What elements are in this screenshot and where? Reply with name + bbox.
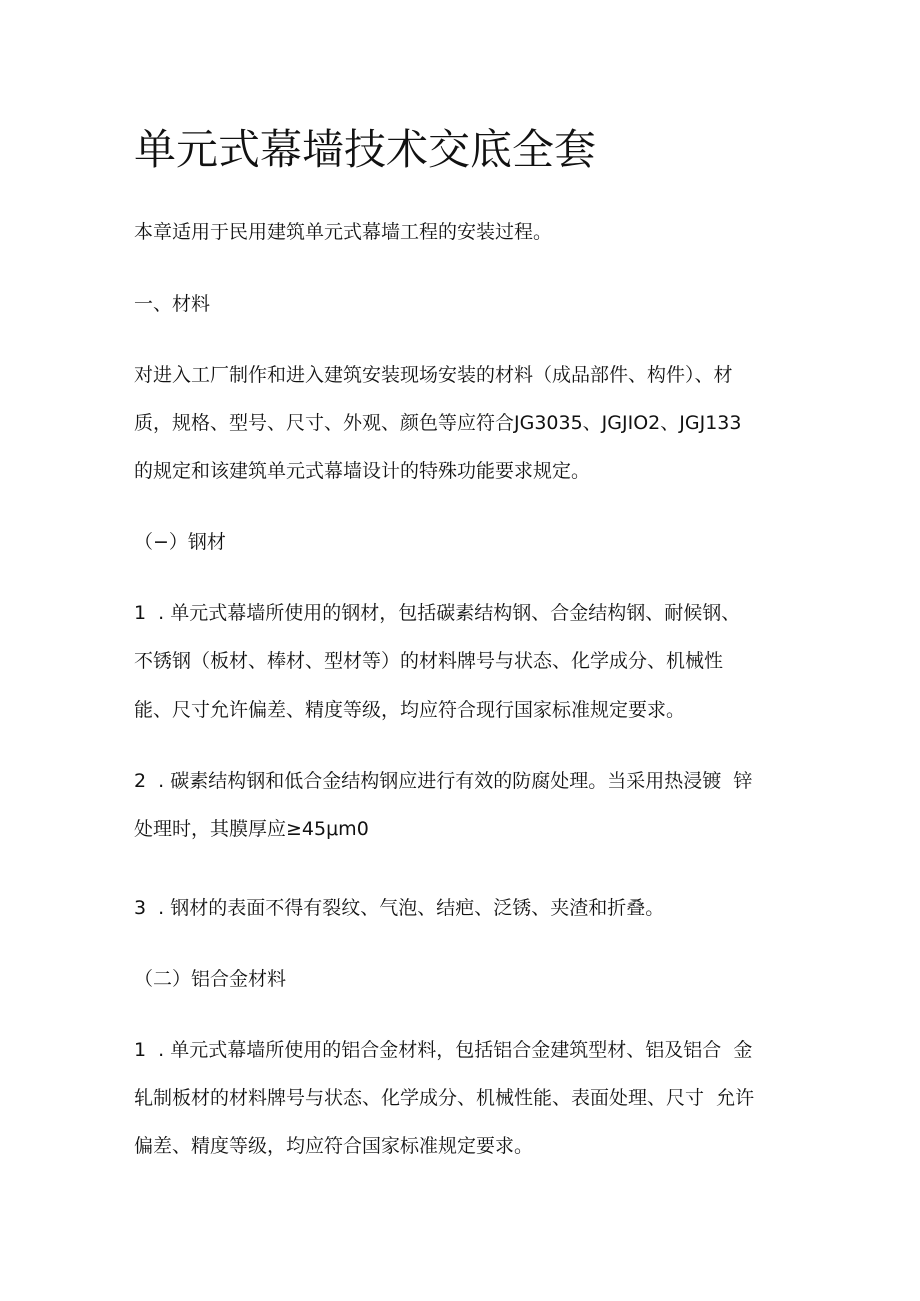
paragraph-line: 的规定和该建筑单元式幕墙设计的特殊功能要求规定。 (134, 460, 591, 482)
steel-item-line: 3 . 钢材的表面不得有裂纹、气泡、结疤、泛锈、夹渣和折叠。 (134, 897, 665, 919)
steel-item-line: 1 . 单元式幕墙所使用的钢材，包括碳素结构钢、合金结构钢、耐候钢、 (134, 602, 741, 624)
subsection-heading-aluminum: （二）铝合金材料 (134, 968, 287, 990)
steel-item-line: 2 . 碳素结构钢和低合金结构钢应进行有效的防腐处理。当采用热浸镀 锌 (134, 770, 753, 792)
aluminum-item-line: 轧制板材的材料牌号与状态、化学成分、机械性能、表面处理、尺寸 允许 (134, 1087, 755, 1109)
steel-item-line: 不锈钢（板材、棒材、型材等）的材料牌号与状态、化学成分、机械性 (134, 650, 724, 672)
document-title: 单元式幕墙技术交底全套 (134, 125, 597, 174)
section-heading-materials: 一、材料 (134, 293, 211, 315)
paragraph-line: 质，规格、型号、尺寸、外观、颜色等应符合JG3035、JGJIO2、JGJ133 (134, 412, 742, 434)
steel-item-line: 能、尺寸允许偏差、精度等级，均应符合现行国家标准规定要求。 (134, 699, 686, 721)
intro-paragraph: 本章适用于民用建筑单元式幕墙工程的安装过程。 (134, 221, 553, 243)
subsection-heading-steel: （−）钢材 (134, 531, 226, 553)
steel-item-line: 处理时，其膜厚应≥45μm0 (134, 818, 369, 840)
paragraph-line: 对进入工厂制作和进入建筑安装现场安装的材料（成品部件、构件）、材 (134, 364, 733, 386)
aluminum-item-line: 1 . 单元式幕墙所使用的铝合金材料，包括铝合金建筑型材、铝及铝合 金 (134, 1039, 753, 1061)
aluminum-item-line: 偏差、精度等级，均应符合国家标准规定要求。 (134, 1135, 534, 1157)
